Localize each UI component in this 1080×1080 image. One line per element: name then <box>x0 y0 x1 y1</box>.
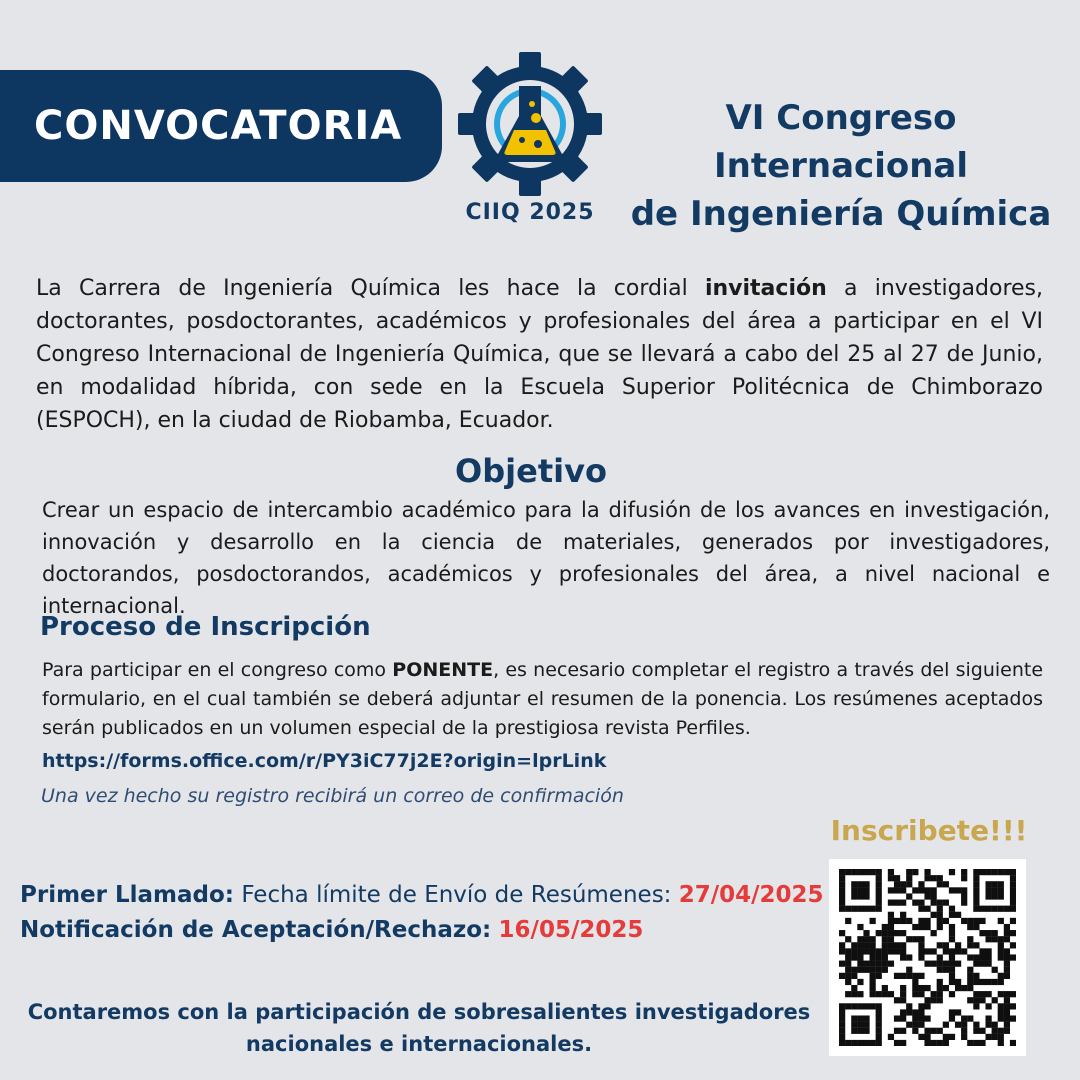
banner-label: CONVOCATORIA <box>34 103 403 149</box>
title-line-2: de Ingeniería Química <box>630 194 1052 234</box>
confirmation-note: Una vez hecho su registro recibirá un correo de confirmación <box>41 785 624 807</box>
intro-paragraph <box>36 272 1043 437</box>
notificacion-row <box>20 913 824 948</box>
logo-text: CIIQ 2025 <box>465 200 595 225</box>
gear-flask-icon <box>454 48 606 200</box>
primer-llamado-row <box>20 878 824 913</box>
inscripcion-heading: Proceso de Inscripción <box>40 612 371 642</box>
primer-llamado-date: 27/04/2025 <box>678 882 824 908</box>
inscripcion-emphasis: PONENTE <box>392 659 494 681</box>
registration-link[interactable]: https://forms.office.com/r/PY3iC77j2E?origin=lprLink <box>42 750 607 772</box>
primer-llamado-label: Primer Llamado: <box>20 882 235 908</box>
title-line-1: VI Congreso Internacional <box>713 98 969 186</box>
inscripcion-text-pre: Para participar en el congreso como <box>42 659 393 681</box>
intro-text-post: a investigadores, doctorantes, posdoctorantes, académicos y profesionales del área a participar en el VI Congreso Internacional de Ingeniería Química, que se llevará a cabo del 25 al 27 de Junio, en modalidad híbrida, con sede en la Escuela Superior Politécnica de Chimborazo (ESPOCH), en la ciudad de Riobamba, Ecuador. <box>36 276 1043 433</box>
convocatoria-banner <box>0 70 442 182</box>
congress-title <box>606 94 1076 238</box>
notificacion-label: Notificación de Aceptación/Rechazo: <box>20 917 492 943</box>
intro-emphasis: invitación <box>704 276 827 301</box>
closing-line-2: nacionales e internacionales. <box>245 1032 593 1056</box>
qr-code[interactable] <box>829 859 1026 1056</box>
closing-statement <box>0 996 838 1060</box>
intro-text-pre: La Carrera de Ingeniería Química les hace la cordial <box>36 276 705 301</box>
inscripcion-text-post: , es necesario completar el registro a través del siguiente formulario, en el cual también se deberá adjuntar el resumen de la ponencia. Los resúmenes aceptados serán publicados en un volumen especial de la prestigiosa revista Perfiles. <box>42 659 1044 739</box>
objetivo-text: Crear un espacio de intercambio académico para la difusión de los avances en investigación, innovación y desarrollo en la ciencia de materiales, generados por investigadores, doctorandos, posdoctorandos, académicos y profesionales del área, a nivel nacional e internacional. <box>42 498 1050 618</box>
inscribete-cta: Inscribete!!! <box>830 814 1028 847</box>
objetivo-heading: Objetivo <box>455 452 607 490</box>
primer-llamado-text: Fecha límite de Envío de Resúmenes: <box>234 882 679 908</box>
key-dates <box>20 878 824 948</box>
closing-line-1: Contaremos con la participación de sobresalientes investigadores <box>27 1000 811 1024</box>
notificacion-date: 16/05/2025 <box>498 917 644 943</box>
qr-code-icon <box>839 869 1016 1046</box>
inscripcion-text <box>42 656 1043 743</box>
